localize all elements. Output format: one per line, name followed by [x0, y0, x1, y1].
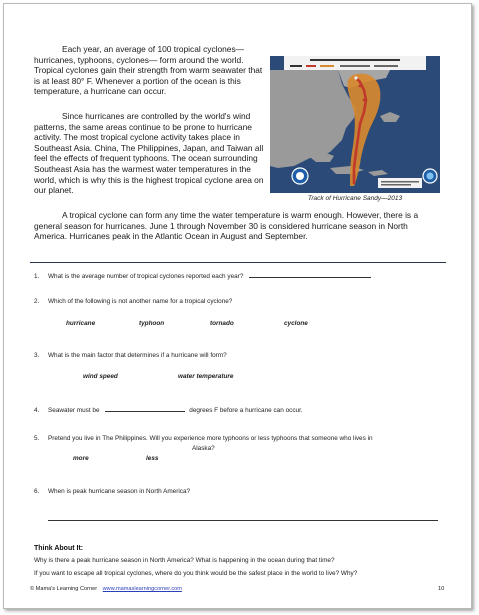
option-typhoon[interactable]: typhoon: [139, 320, 165, 327]
map-graphic: [270, 56, 440, 193]
question-number: 5.: [34, 435, 40, 442]
question-number: 1.: [34, 273, 40, 280]
question-5: [34, 435, 373, 442]
question-text: Pretend you live in The Philippines. Will you experience more typhoons or less typhoons that someone who lives in: [48, 435, 373, 442]
question-4: [34, 405, 303, 414]
option-hurricane[interactable]: hurricane: [66, 320, 96, 327]
paragraph-3: A tropical cyclone can form any time the water temperature is warm enough. However, there is a general season for hurricanes. June 1 through November 30 is considered hurricane season in North America. Hurricanes peak in the Atlantic Ocean in August and September.: [34, 210, 419, 242]
website-link[interactable]: www.mamaslearningcorner.com: [102, 586, 182, 592]
map-caption: Track of Hurricane Sandy—2013: [307, 195, 403, 202]
copyright-text: © Mama's Learning Corner: [30, 586, 98, 592]
think-question-2: If you want to escape all tropical cyclones, where do you think would be the safest place in the world to live? Why?: [34, 570, 358, 577]
footer: [30, 586, 182, 592]
question-text-before: Seawater must be: [48, 407, 100, 414]
option-more[interactable]: more: [73, 455, 89, 462]
section-divider: [30, 262, 446, 263]
question-text: What is the average number of tropical cyclones reported each year?: [48, 273, 244, 280]
question-5-wrap: Alaska?: [192, 445, 215, 452]
map-legend-box: [378, 178, 422, 188]
question-number: 6.: [34, 488, 40, 495]
question-3: [34, 352, 227, 359]
paragraph-1: Each year, an average of 100 tropical cyclones—hurricanes, typhoons, cyclones— form around the world. Tropical cyclones gain their strength from warm seawater that is at least 80° F. Whenever a portion of the ocean is this temperature, a hurricane can occur.: [34, 44, 263, 97]
hurricane-sandy-map: [270, 56, 440, 193]
option-less[interactable]: less: [146, 455, 159, 462]
paragraph-2: Since hurricanes are controlled by the world's wind patterns, the same areas continue to be prone to hurricane activity. The most tropical cyclone activity takes place in Southeast Asia. China, The Philippines, Japan, and Taiwan all feel the effects of frequent typhoons. The ocean surrounding Southeast Asia has the warmest water temperatures in the world, which is why this is the highest tropical cyclone area on our planet.: [34, 111, 264, 196]
answer-blank-1[interactable]: [249, 271, 371, 278]
think-about-it-heading: Think About It:: [34, 545, 84, 552]
page-number: 10: [438, 586, 445, 592]
answer-line-6[interactable]: [48, 520, 438, 521]
question-number: 4.: [34, 407, 40, 414]
option-wind-speed[interactable]: wind speed: [83, 373, 118, 380]
question-6: [34, 488, 190, 495]
question-text-after: degrees F before a hurricane can occur.: [189, 407, 303, 414]
question-number: 3.: [34, 352, 40, 359]
answer-blank-4[interactable]: [105, 405, 185, 412]
option-cyclone[interactable]: cyclone: [284, 320, 308, 327]
question-1: [34, 271, 371, 280]
question-text: What is the main factor that determines if a hurricane will form?: [48, 352, 227, 359]
question-number: 2.: [34, 298, 40, 305]
think-question-1: Why is there a peak hurricane season in North America? What is happening in the ocean during that time?: [34, 557, 335, 564]
option-water-temperature[interactable]: water temperature: [178, 373, 234, 380]
option-tornado[interactable]: tornado: [210, 320, 234, 327]
question-text: Which of the following is not another name for a tropical cyclone?: [48, 298, 233, 305]
question-text: When is peak hurricane season in North America?: [48, 488, 191, 495]
question-2: [34, 298, 232, 305]
